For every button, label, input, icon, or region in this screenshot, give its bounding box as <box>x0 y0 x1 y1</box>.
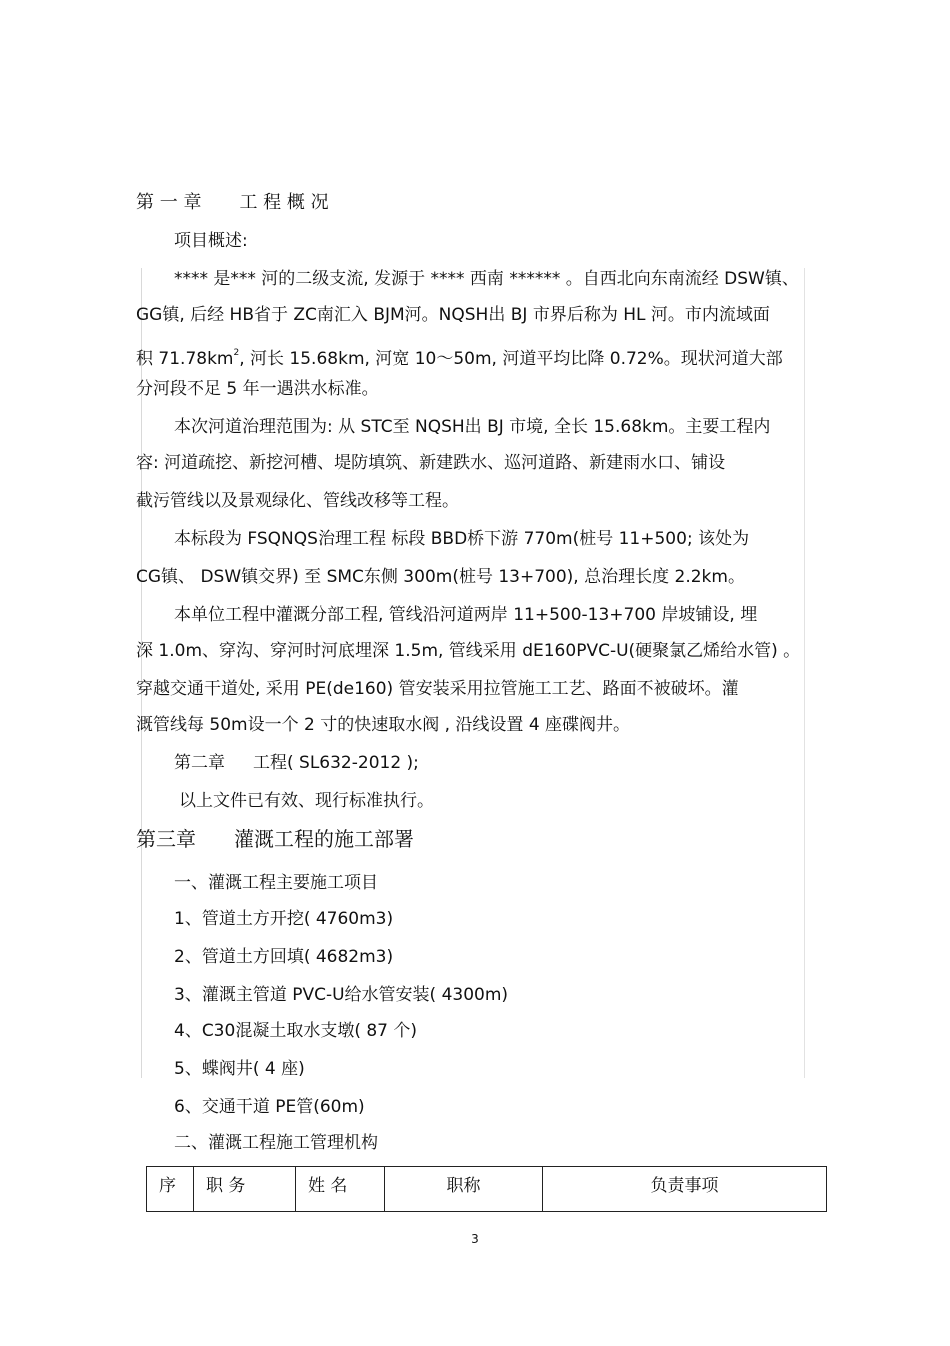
section1-title: 一、灌溉工程主要施工项目 <box>174 873 378 893</box>
chapter3-number: 第三章 <box>136 827 196 851</box>
list-item: 1、管道土方开挖( 4760m3) <box>174 909 394 929</box>
header-seq: 序 <box>147 1167 194 1212</box>
para1-line3-a: 积 71.78km <box>136 349 234 369</box>
list-item: 3、灌溉主管道 PVC-U给水管安装( 4300m) <box>174 985 509 1005</box>
para4-line3: 穿越交通干道处, 采用 PE(de160) 管安装采用拉管施工工艺、路面不被破坏。灌 <box>136 679 739 699</box>
para4-line2: 深 1.0m、穿沟、穿河时河底埋深 1.5m, 管线采用 dE160PVC-U(硬聚氯乙烯给水管) 。 <box>136 641 801 661</box>
para1-line2: GG镇, 后经 HB省于 ZC南汇入 BJM河。NQSH出 BJ 市界后称为 HL 河。市内流域面 <box>136 305 770 325</box>
list-item: 5、蝶阀井( 4 座) <box>174 1059 305 1079</box>
chapter1-title: 工 程 概 况 <box>239 192 329 213</box>
staff-table <box>146 1166 827 1212</box>
para1-line3 <box>136 342 783 370</box>
overview-label: 项目概述: <box>174 231 248 251</box>
chapter1-heading <box>136 192 329 214</box>
header-title: 职称 <box>385 1167 543 1212</box>
para4-line4: 溉管线每 50m设一个 2 寸的快速取水阀 , 沿线设置 4 座碟阀井。 <box>136 715 631 735</box>
valid-standards-line: 以上文件已有效、现行标准执行。 <box>179 791 434 811</box>
list-item: 4、C30混凝土取水支墩( 87 个) <box>174 1021 418 1041</box>
para2-line2: 容: 河道疏挖、新挖河槽、堤防填筑、新建跌水、巡河道路、新建雨水口、铺设 <box>136 453 726 473</box>
chapter2-text: 工程( SL632-2012 ); <box>253 753 419 773</box>
section2-title: 二、灌溉工程施工管理机构 <box>174 1133 378 1153</box>
list-item: 6、交通干道 PE管(60m) <box>174 1097 365 1117</box>
chapter2-line <box>174 752 419 774</box>
chapter3-heading <box>136 826 414 852</box>
para3-line1: 本标段为 FSQNQS治理工程 标段 BBD桥下游 770m(桩号 11+500; 该处为 <box>174 529 750 549</box>
chapter1-number: 第 一 章 <box>136 192 202 213</box>
para4-line1: 本单位工程中灌溉分部工程, 管线沿河道两岸 11+500-13+700 岸坡铺设, 埋 <box>174 605 758 625</box>
frame-line-right <box>804 268 805 1078</box>
para2-line3: 截污管线以及景观绿化、管线改移等工程。 <box>136 491 459 511</box>
list-item: 2、管道土方回填( 4682m3) <box>174 947 394 967</box>
para1-line3-b: , 河长 15.68km, 河宽 10～50m, 河道平均比降 0.72%。现状河道大部 <box>239 349 783 369</box>
page-number: 3 <box>471 1232 479 1246</box>
para2-line1: 本次河道治理范围为: 从 STC至 NQSH出 BJ 市境, 全长 15.68km。主要工程内 <box>174 417 771 437</box>
chapter3-title: 灌溉工程的施工部署 <box>234 827 414 851</box>
para1-line1: **** 是*** 河的二级支流, 发源于 **** 西南 ****** 。自西北向东南流经 DSW镇、 <box>174 269 799 289</box>
chapter2-number: 第二章 <box>174 753 225 773</box>
para1-line4: 分河段不足 5 年一遇洪水标准。 <box>136 379 379 399</box>
header-responsibility: 负责事项 <box>543 1167 827 1212</box>
header-name: 姓 名 <box>296 1167 385 1212</box>
superscript-2: 2 <box>233 348 240 358</box>
table-header-row <box>147 1167 827 1212</box>
para3-line2: CG镇、 DSW镇交界) 至 SMC东侧 300m(桩号 13+700), 总治理长度 2.2km。 <box>136 567 745 587</box>
header-position: 职 务 <box>194 1167 296 1212</box>
